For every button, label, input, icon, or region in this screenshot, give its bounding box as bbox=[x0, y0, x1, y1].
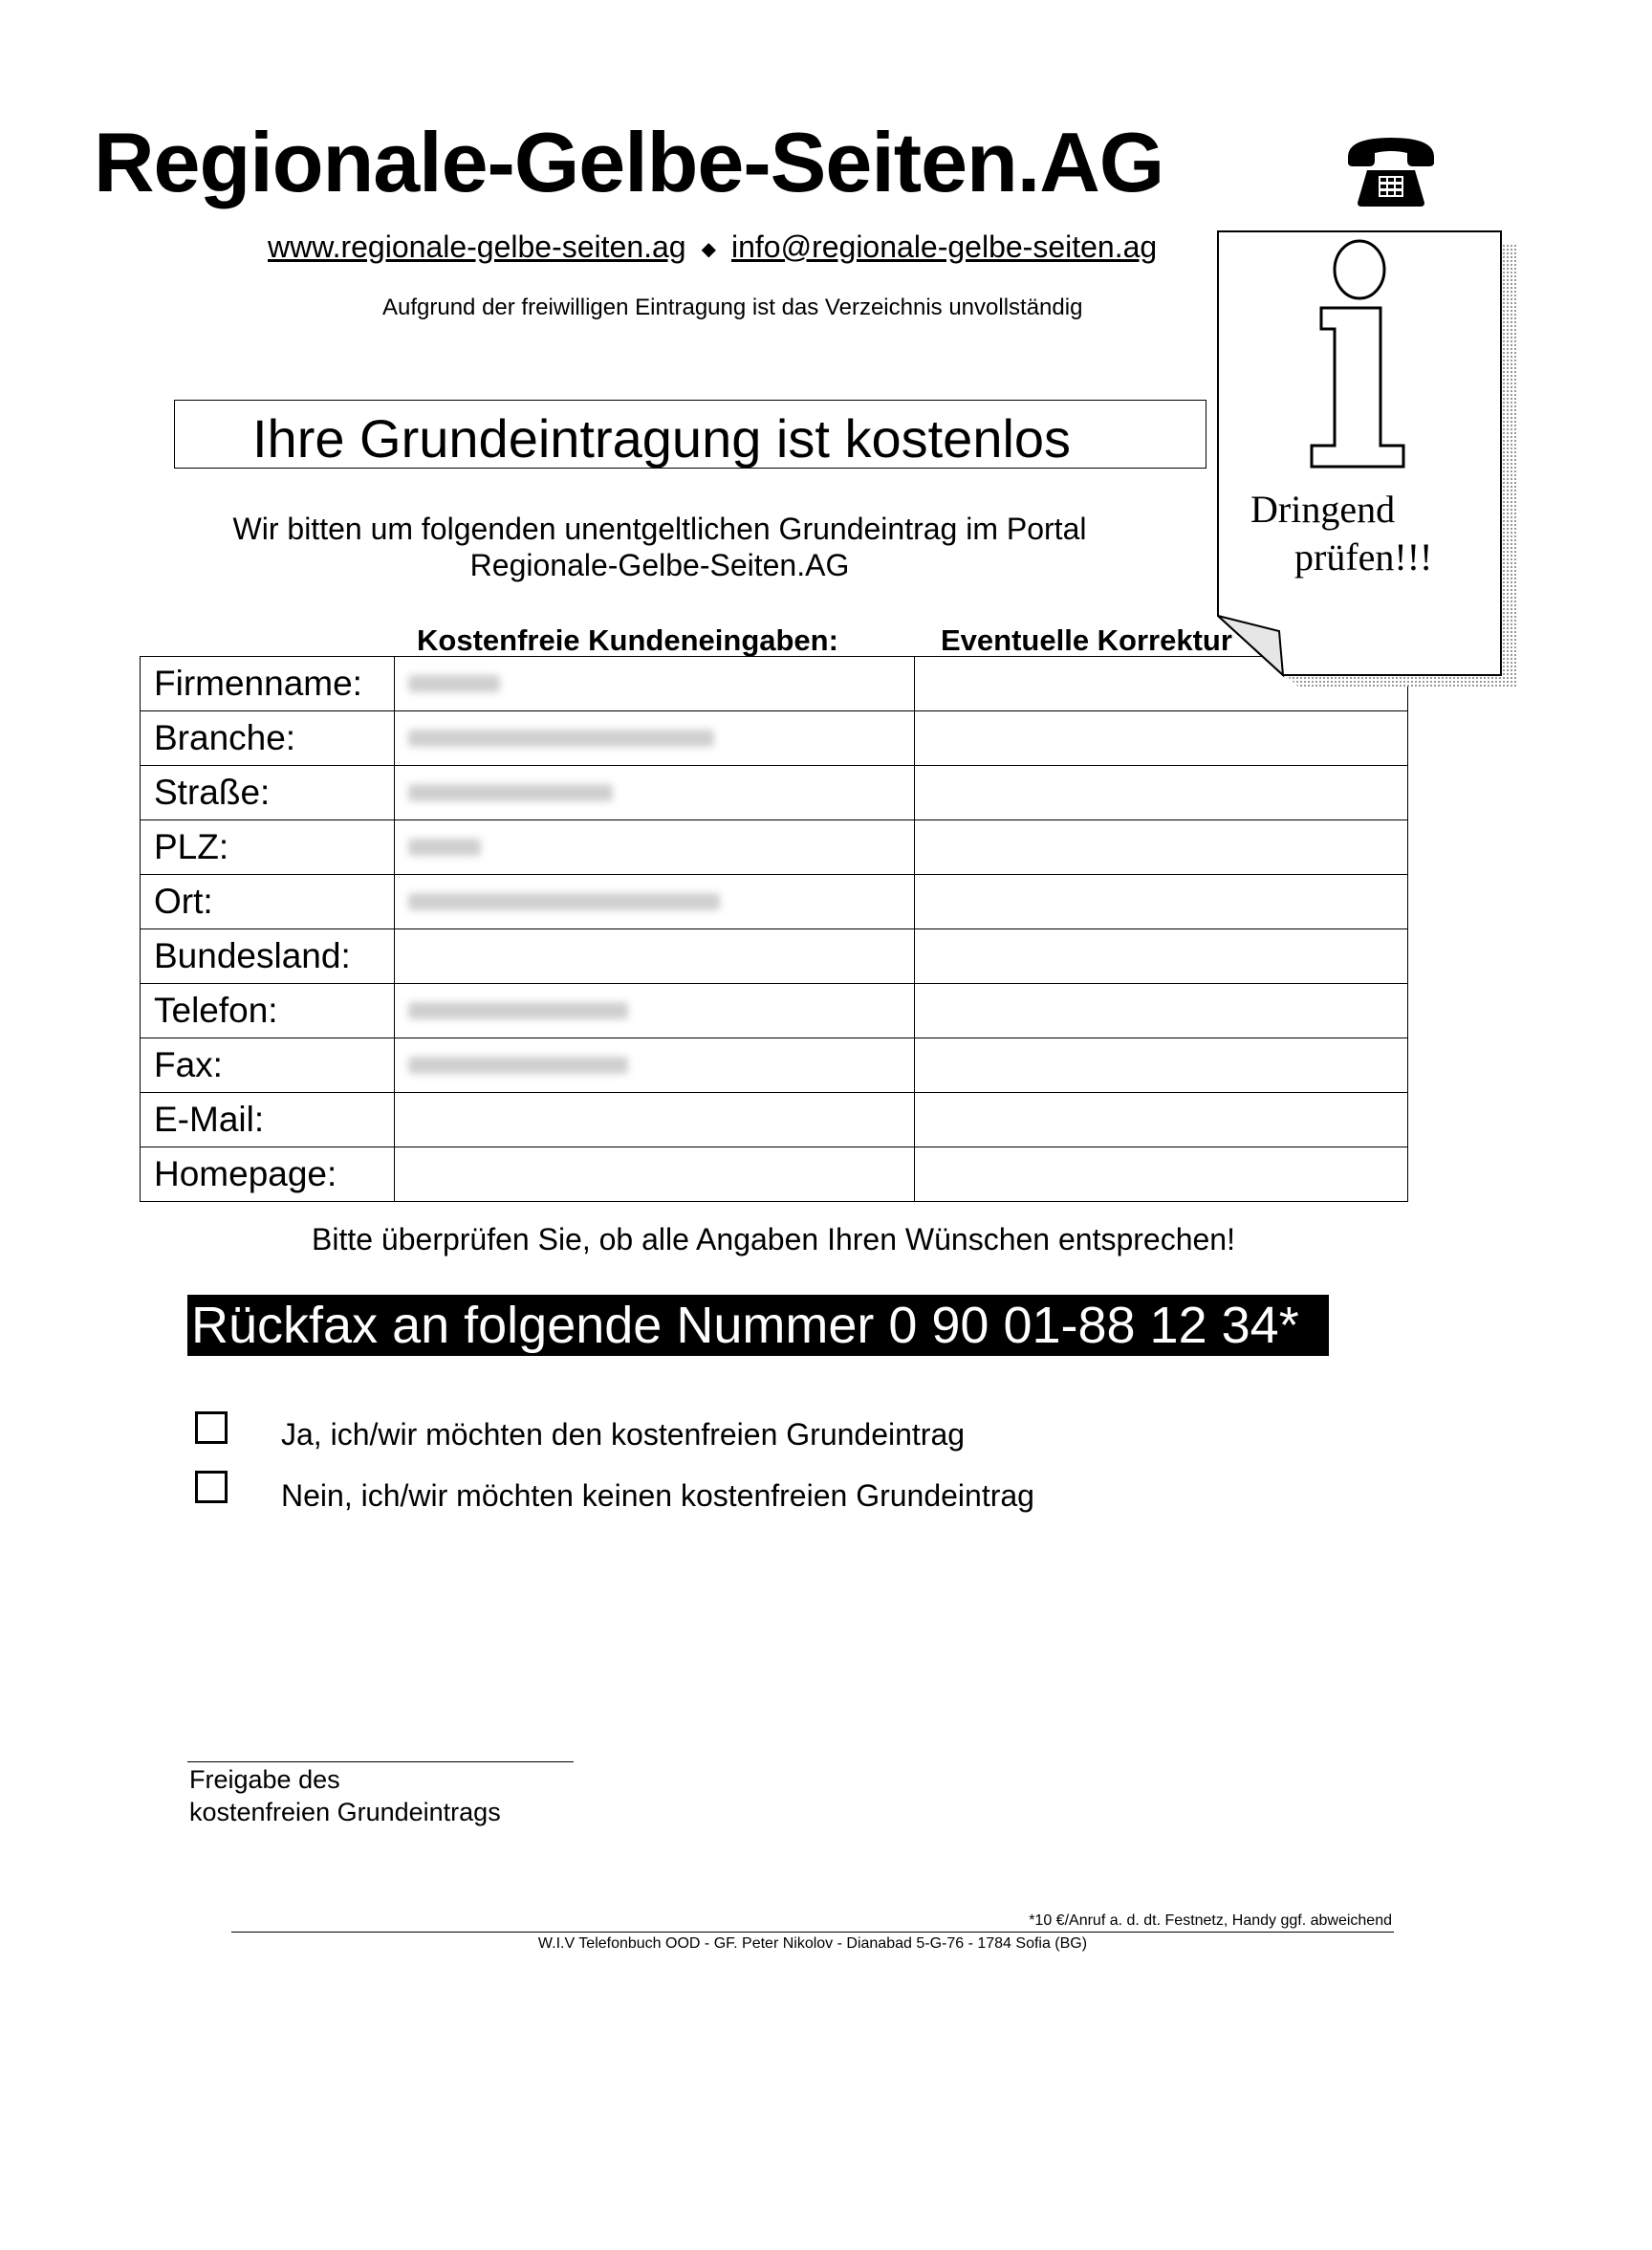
redacted-value bbox=[408, 784, 613, 801]
field-value-cell[interactable] bbox=[395, 984, 915, 1038]
sticky-note bbox=[1216, 229, 1516, 687]
field-label: PLZ: bbox=[141, 820, 395, 875]
field-value-cell[interactable] bbox=[395, 657, 915, 711]
field-label: Straße: bbox=[141, 766, 395, 820]
request-line-1: Wir bitten um folgenden unentgeltlichen Grundeintrag im Portal bbox=[232, 512, 1087, 546]
note-text-line-2: prüfen!!! bbox=[1294, 535, 1433, 579]
redacted-value bbox=[408, 730, 714, 747]
field-label: Ort: bbox=[141, 875, 395, 929]
fax-banner-text: Rückfax an folgende Nummer 0 90 01-88 12 34* bbox=[191, 1297, 1299, 1354]
entry-form-table bbox=[140, 656, 1408, 1202]
redacted-value bbox=[408, 839, 481, 856]
table-row bbox=[141, 984, 1408, 1038]
request-line-2: Regionale-Gelbe-Seiten.AG bbox=[469, 548, 850, 582]
cost-note: *10 €/Anruf a. d. dt. Festnetz, Handy ggf. abweichend bbox=[1029, 1912, 1392, 1929]
table-row bbox=[141, 875, 1408, 929]
disclaimer-text: Aufgrund der freiwilligen Eintragung ist das Verzeichnis unvollständig bbox=[382, 295, 1083, 320]
footer-divider bbox=[231, 1932, 1394, 1933]
website-link[interactable]: www.regionale-gelbe-seiten.ag bbox=[268, 229, 686, 264]
headline: Ihre Grundeintragung ist kostenlos bbox=[252, 408, 1072, 469]
option-no-label: Nein, ich/wir möchten keinen kostenfreien Grundeintrag bbox=[281, 1478, 1034, 1513]
brand-title: Regionale-Gelbe-Seiten.AG bbox=[94, 115, 1164, 209]
signature-caption-line-1: Freigabe des bbox=[189, 1765, 340, 1794]
field-value-cell[interactable] bbox=[395, 1093, 915, 1147]
correction-cell[interactable] bbox=[915, 875, 1408, 929]
correction-cell[interactable] bbox=[915, 820, 1408, 875]
table-row bbox=[141, 1093, 1408, 1147]
field-label: Branche: bbox=[141, 711, 395, 766]
table-row bbox=[141, 820, 1408, 875]
contact-links bbox=[268, 229, 1157, 265]
company-footer: W.I.V Telefonbuch OOD - GF. Peter Nikolov - Dianabad 5-G-76 - 1784 Sofia (BG) bbox=[537, 1935, 1088, 1952]
email-link[interactable]: info@regionale-gelbe-seiten.ag bbox=[730, 229, 1158, 264]
checkbox-yes[interactable] bbox=[195, 1411, 228, 1444]
correction-cell[interactable] bbox=[915, 1093, 1408, 1147]
signature-caption-line-2: kostenfreien Grundeintrags bbox=[189, 1798, 501, 1826]
table-row bbox=[141, 929, 1408, 984]
correction-cell[interactable] bbox=[915, 1038, 1408, 1093]
table-row bbox=[141, 766, 1408, 820]
option-yes-label: Ja, ich/wir möchten den kostenfreien Grundeintrag bbox=[281, 1417, 966, 1452]
table-row bbox=[141, 711, 1408, 766]
field-label: Homepage: bbox=[141, 1147, 395, 1202]
table-row bbox=[141, 1147, 1408, 1202]
note-text-line-1: Dringend bbox=[1250, 488, 1396, 531]
field-value-cell[interactable] bbox=[395, 875, 915, 929]
column-header-customer-input: Kostenfreie Kundeneingaben: bbox=[417, 623, 838, 657]
field-value-cell[interactable] bbox=[395, 1038, 915, 1093]
field-label: Telefon: bbox=[141, 984, 395, 1038]
field-label: E-Mail: bbox=[141, 1093, 395, 1147]
checkbox-no[interactable] bbox=[195, 1471, 228, 1503]
redacted-value bbox=[408, 1057, 628, 1074]
field-value-cell[interactable] bbox=[395, 711, 915, 766]
correction-cell[interactable] bbox=[915, 711, 1408, 766]
table-row bbox=[141, 1038, 1408, 1093]
redacted-value bbox=[408, 893, 720, 910]
separator-diamond: ◆ bbox=[701, 239, 716, 261]
telephone-icon bbox=[1344, 132, 1438, 208]
field-value-cell[interactable] bbox=[395, 929, 915, 984]
redacted-value bbox=[408, 675, 500, 692]
correction-cell[interactable] bbox=[915, 766, 1408, 820]
correction-cell[interactable] bbox=[915, 929, 1408, 984]
column-header-correction: Eventuelle Korrektur bbox=[941, 623, 1232, 657]
request-text bbox=[172, 511, 1147, 583]
signature-line[interactable] bbox=[187, 1761, 574, 1762]
correction-cell[interactable] bbox=[915, 1147, 1408, 1202]
field-label: Bundesland: bbox=[141, 929, 395, 984]
field-value-cell[interactable] bbox=[395, 1147, 915, 1202]
field-label: Fax: bbox=[141, 1038, 395, 1093]
verify-instruction: Bitte überprüfen Sie, ob alle Angaben Ihren Wünschen entsprechen! bbox=[312, 1222, 1235, 1256]
redacted-value bbox=[408, 1002, 628, 1019]
correction-cell[interactable] bbox=[915, 984, 1408, 1038]
field-value-cell[interactable] bbox=[395, 766, 915, 820]
field-label: Firmenname: bbox=[141, 657, 395, 711]
field-value-cell[interactable] bbox=[395, 820, 915, 875]
